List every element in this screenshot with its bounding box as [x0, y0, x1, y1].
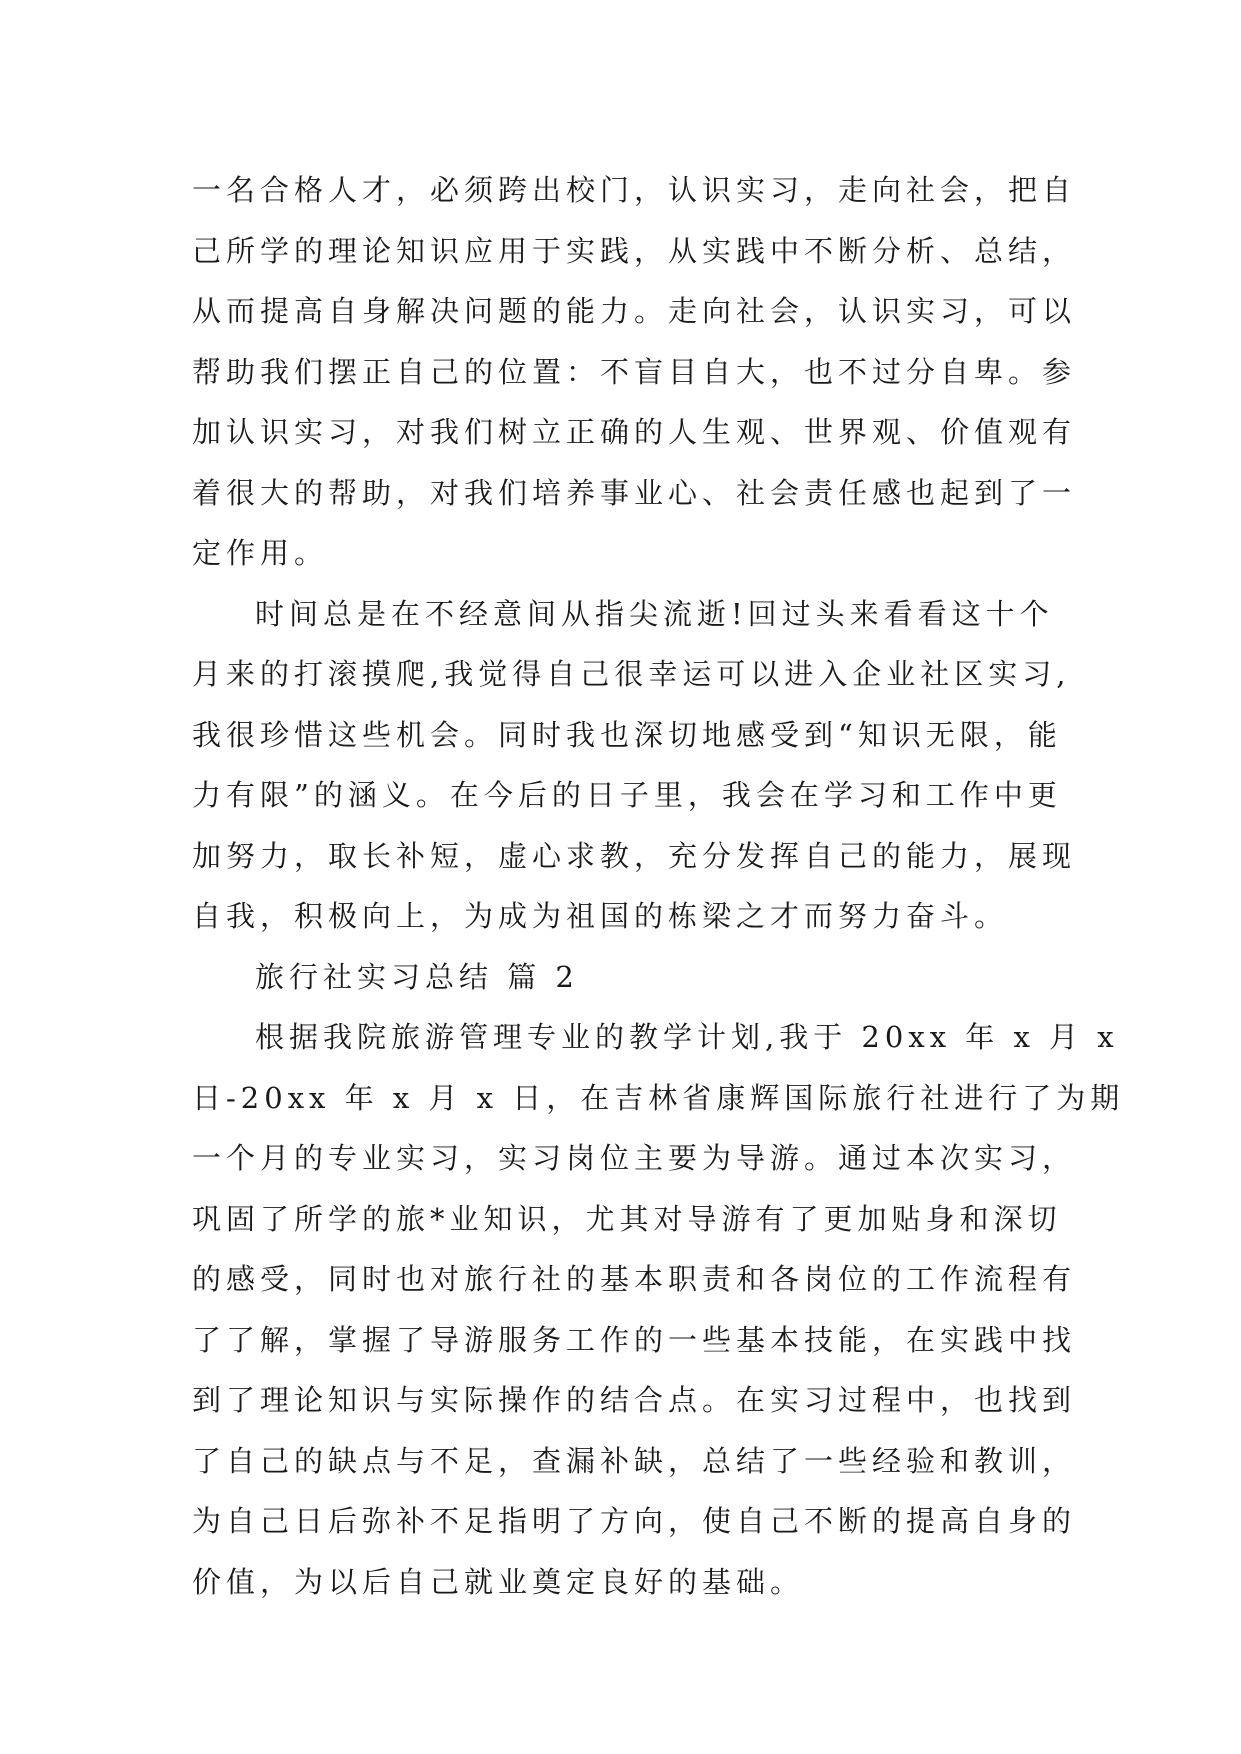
text-line: 己所学的理论知识应用于实践，从实践中不断分析、总结， — [192, 233, 1077, 268]
text-line: 帮助我们摆正自己的位置：不盲目自大，也不过分自卑。参 — [192, 354, 1077, 389]
text-line: 从而提高自身解决问题的能力。走向社会，认识实习，可以 — [192, 294, 1077, 328]
text-line: 自我，积极向上，为成为祖国的栋梁之才而努力奋斗。 — [192, 899, 1009, 933]
text-line: 加努力，取长补短，虚心求教，充分发挥自己的能力，展现 — [192, 838, 1077, 873]
paragraph-start-line: 时间总是在不经意间从指尖流逝!回过头来看看这十个 — [255, 596, 1054, 631]
text-line: 一名合格人才，必须跨出校门，认识实习，走向社会，把自 — [192, 173, 1077, 207]
text-line: 加认识实习，对我们树立正确的人生观、世界观、价值观有 — [192, 415, 1077, 449]
text-line: 到了理论知识与实际操作的结合点。在实习过程中，也找到 — [192, 1383, 1077, 1417]
text-line: 为自己日后弥补不足指明了方向，使自己不断的提高自身的 — [192, 1504, 1077, 1538]
text-line: 月来的打滚摸爬,我觉得自己很幸运可以进入企业社区实习, — [192, 657, 1071, 691]
text-line: 的感受，同时也对旅行社的基本职责和各岗位的工作流程有 — [192, 1262, 1077, 1296]
text-line: 了了解，掌握了导游服务工作的一些基本技能，在实践中找 — [192, 1322, 1077, 1357]
body-text — [192, 160, 1125, 1612]
text-line: 力有限”的涵义。在今后的日子里，我会在学习和工作中更 — [192, 778, 1062, 812]
text-line: 巩固了所学的旅*业知识，尤其对导游有了更加贴身和深切 — [192, 1201, 1062, 1236]
text-line: 定作用。 — [192, 536, 329, 570]
text-line: 日-20xx 年 x 月 x 日，在吉林省康辉国际旅行社进行了为期 — [192, 1080, 1125, 1115]
text-line: 价值，为以后自己就业奠定良好的基础。 — [192, 1564, 805, 1599]
section-heading: 旅行社实习总结 篇 2 — [255, 959, 579, 994]
text-line: 一个月的专业实习，实习岗位主要为导游。通过本次实习， — [192, 1141, 1077, 1175]
text-line: 着很大的帮助，对我们培养事业心、社会责任感也起到了一 — [192, 475, 1077, 510]
text-line: 我很珍惜这些机会。同时我也深切地感受到“知识无限，能 — [192, 717, 1062, 752]
text-line: 了自己的缺点与不足，查漏补缺，总结了一些经验和教训， — [192, 1443, 1077, 1478]
paragraph-start-line: 根据我院旅游管理专业的教学计划,我于 20xx 年 x 月 x — [255, 1020, 1119, 1054]
